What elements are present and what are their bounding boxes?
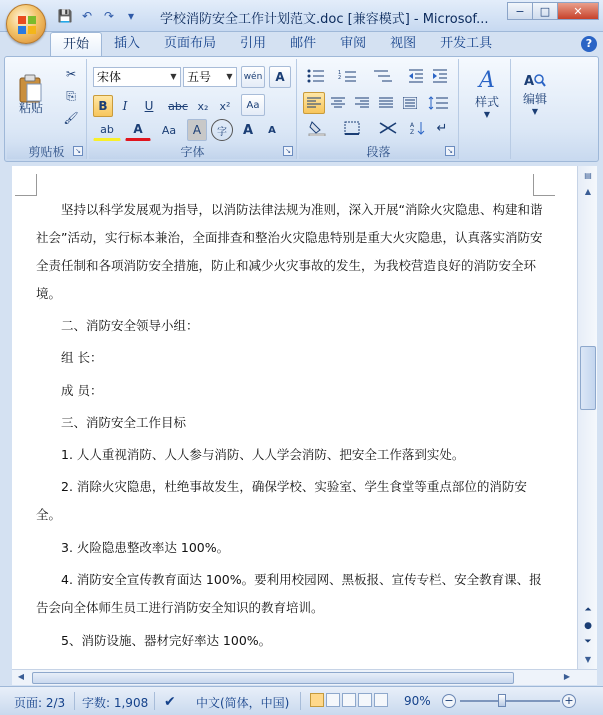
multilevel-list-icon[interactable] [369,65,399,87]
office-button[interactable] [6,4,46,44]
print-layout-view-icon[interactable] [310,693,324,707]
word-count[interactable]: 字数: 1,908 [82,696,149,710]
scroll-right-icon[interactable]: ▶ [563,672,571,681]
tab-home[interactable]: 开始 [50,32,102,56]
shading-icon[interactable] [303,117,333,139]
numbering-icon[interactable] [335,65,365,87]
underline-button[interactable]: U [144,99,154,113]
paragraph-group-label: 段落 [299,143,458,159]
zoom-slider-thumb[interactable] [498,694,506,707]
font-group-label: 字体 [89,143,296,159]
justify-icon[interactable] [375,92,397,114]
show-marks-icon[interactable]: ↵ [436,120,448,136]
multilevel-glyph [372,69,396,83]
horizontal-scroll-thumb[interactable] [32,672,514,684]
doc-paragraph[interactable]: 二、消防安全领导小组： [36,318,199,333]
scroll-down-icon[interactable]: ▼ [584,655,592,664]
copy-icon[interactable]: ⎘ [66,88,76,103]
tab-mailings[interactable]: 邮件 [290,36,317,51]
zoom-slider-track[interactable] [460,700,560,702]
tab-references[interactable]: 引用 [240,36,267,51]
increase-indent-icon[interactable] [429,65,451,87]
subscript-button[interactable]: x₂ [197,99,209,113]
scroll-left-icon[interactable]: ◀ [17,672,25,681]
page-indicator[interactable]: 页面: 2/3 [14,696,66,710]
clipboard-group [7,59,87,159]
paste-text: 粘贴 [19,101,44,115]
zoom-level[interactable]: 90% [404,694,431,708]
doc-paragraph[interactable]: 坚持以科学发展观为指导，以消防法律法规为准则，深入开展“消除火灾隐患、构建和谐社会”活动，实行标本兼治，全面排查和整治火灾隐患特别是重大火灾隐患，认真落实消防安全责任制和各项消防安全措施，防止和减少火灾事故的发生，为我校营造良好的消防安全环境。 [36,202,543,301]
char-border-button[interactable]: A [269,66,291,88]
tab-view[interactable]: 视图 [390,36,417,51]
doc-paragraph[interactable]: 3. 火险隐患整改率达 100%。 [36,540,230,555]
office-logo-icon [16,14,38,36]
enclose-char-button[interactable]: 字 [211,119,233,141]
strikethrough-button[interactable]: abc [168,99,188,113]
full-screen-reading-icon[interactable] [326,693,340,707]
status-bar [0,686,603,715]
horizontal-scrollbar[interactable] [12,669,597,685]
line-spacing-icon[interactable] [425,92,453,114]
status-divider [74,692,75,710]
change-case-button[interactable]: Aa [161,123,177,137]
window-controls [508,2,599,20]
redo-icon[interactable]: ↷ [103,9,115,23]
align-right-icon[interactable] [351,92,373,114]
tab-developer[interactable]: 开发工具 [440,36,493,51]
font-group [89,59,297,159]
svg-text:A: A [410,122,415,129]
sort-glyph [410,121,426,135]
borders-icon[interactable] [337,117,367,139]
draft-view-icon[interactable] [374,693,388,707]
align-left-glyph [307,97,321,109]
paragraph-group [299,59,459,159]
svg-text:2: 2 [338,75,342,81]
outline-view-icon[interactable] [358,693,372,707]
vertical-scrollbar[interactable] [577,166,597,669]
superscript-button[interactable]: x² [219,99,231,113]
svg-text:A: A [524,74,535,89]
distributed-glyph [403,97,417,109]
close-button[interactable]: ✕ [557,2,599,20]
next-page-icon[interactable]: ⏷ [584,637,592,647]
paragraph-launcher-icon[interactable]: ↘ [445,146,455,156]
align-right-glyph [355,97,369,109]
language-indicator[interactable]: 中文(简体，中国) [196,696,290,710]
sort-icon[interactable] [407,117,429,139]
doc-paragraph[interactable]: 5、消防设施、器材完好率达 100%。 [36,633,272,648]
font-color-button[interactable]: A [125,119,151,141]
svg-text:1: 1 [338,70,342,76]
margin-corner-top-left [15,174,37,196]
font-launcher-icon[interactable]: ↘ [283,146,293,156]
char-shading-button[interactable]: A [187,119,207,141]
decrease-indent-glyph [408,69,424,83]
tab-page-layout[interactable]: 页面布局 [164,36,217,51]
tab-review[interactable]: 审阅 [340,36,367,51]
help-icon[interactable]: ? [581,36,597,52]
font-size-value: 五号 [187,70,212,84]
doc-paragraph[interactable]: 成 员： [36,383,103,398]
chevron-down-icon: ▼ [531,107,539,116]
styles-group [463,59,511,159]
clipboard-group-label: 剪贴板 [7,143,86,159]
align-center-icon[interactable] [327,92,349,114]
italic-button[interactable]: I [122,99,128,113]
cut-icon[interactable]: ✂ [65,67,77,81]
doc-paragraph[interactable]: 4. 消防安全宣传教育面达 100%。要利用校园网、黑板报、宣传专栏、安全教育课、报告会向全体师生员工进行消防安全知识的教育培训。 [36,572,542,615]
doc-paragraph[interactable]: 组 长： [36,350,103,365]
phonetic-guide-button[interactable]: wén [241,66,265,88]
ruler-toggle-icon[interactable]: ▤ [584,171,592,180]
font-size-combo[interactable] [183,67,237,87]
doc-paragraph[interactable]: 三、消防安全工作目标 [36,415,187,430]
minimize-button[interactable]: − [507,2,533,20]
increase-indent-glyph [432,69,448,83]
editing-group [513,59,557,159]
undo-icon[interactable]: ↶ [81,9,93,23]
svg-text:Z: Z [410,129,415,135]
bullets-glyph [306,69,330,83]
clipboard-launcher-icon[interactable]: ↘ [73,146,83,156]
highlight-button[interactable]: ab [93,119,121,141]
styles-icon: A [479,67,495,93]
borders-glyph [344,121,360,135]
font-name-value: 宋体 [97,70,122,84]
zoom-out-icon[interactable]: − [442,694,456,708]
status-divider [300,692,301,710]
ribbon [4,56,599,162]
ribbon-tabs [50,32,504,56]
align-left-icon[interactable] [303,92,325,114]
chevron-down-icon[interactable]: ▼ [226,72,233,81]
maximize-button[interactable]: □ [532,2,558,20]
editing-label: 编辑 [522,92,547,106]
clear-format-button[interactable]: Aa [241,94,265,116]
status-divider [154,692,155,710]
save-icon[interactable]: 💾 [57,9,73,23]
shading-glyph [308,120,328,136]
align-center-glyph [331,97,345,109]
previous-page-icon[interactable]: ⏶ [584,605,592,615]
chevron-down-icon[interactable]: ▼ [170,72,177,81]
doc-paragraph[interactable]: 2. 消除火灾隐患，杜绝事故发生，确保学校、实验室、学生食堂等重点部位的消防安全。 [36,479,527,522]
doc-paragraph[interactable]: 1. 人人重视消防、人人参与消防、人人学会消防、把安全工作落到实处。 [36,447,465,462]
margin-corner-top-right [533,174,555,196]
chevron-down-icon: ▼ [483,109,491,119]
customize-qat-icon[interactable]: ▾ [127,9,135,23]
vertical-scroll-thumb[interactable] [580,346,596,410]
window-title: 学校消防安全工作计划范文.doc [兼容模式] - Microsof... [160,12,489,27]
shrink-font-button[interactable]: A [268,124,276,136]
quick-access-toolbar [56,6,140,26]
proofing-icon[interactable]: ✔ [164,694,176,710]
line-spacing-glyph [428,96,450,110]
styles-label: 样式 [474,94,499,109]
grow-font-button[interactable]: A [242,122,254,138]
chinese-layout-glyph [378,121,398,135]
find-icon [524,70,546,90]
select-browse-object-icon[interactable]: ● [584,621,592,631]
tab-insert[interactable]: 插入 [114,36,141,51]
document-page[interactable] [12,166,577,669]
distributed-icon[interactable] [399,92,421,114]
bullets-icon[interactable] [303,65,333,87]
chinese-layout-icon[interactable] [373,117,403,139]
bold-button[interactable]: B [93,95,113,117]
styles-button[interactable] [469,63,505,123]
justify-glyph [379,97,393,109]
zoom-in-icon[interactable]: + [562,694,576,708]
scroll-up-icon[interactable]: ▲ [584,187,592,196]
decrease-indent-icon[interactable] [405,65,427,87]
format-painter-icon[interactable]: 🖌 [63,111,79,125]
editing-button[interactable] [517,63,553,123]
web-layout-icon[interactable] [342,693,356,707]
font-name-combo[interactable] [93,67,181,87]
numbering-glyph [338,69,362,83]
title-bar [0,0,603,32]
